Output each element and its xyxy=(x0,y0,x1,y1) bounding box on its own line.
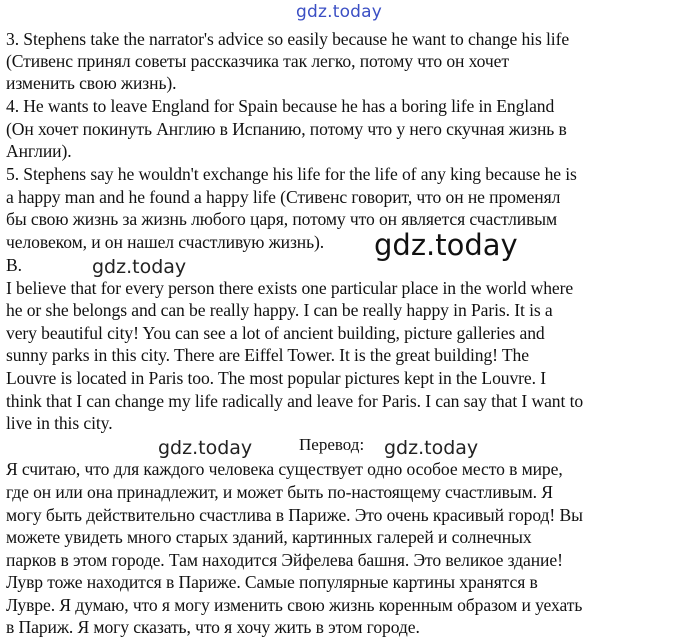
text-line-5: (Он хочет покинуть Англию в Испанию, потому что у него скучная жизнь в xyxy=(6,119,567,139)
text-line-6: Англии). xyxy=(6,141,72,161)
text-line-3: изменить свою жизнь). xyxy=(6,73,177,93)
section-label: B. xyxy=(6,255,22,275)
watermark-translation-right: gdz.today xyxy=(384,437,479,459)
text-line-15: Louvre is located in Paris too. The most popular pictures kept in the Louvre. I xyxy=(6,368,546,388)
text-line-25: в Париж. Я могу сказать, что я хочу жить в этом городе. xyxy=(6,617,420,637)
text-line-20: могу быть действительно счастлива в Париже. Это очень красивый город! Вы xyxy=(6,505,583,525)
text-line-8: a happy man and he found a happy life (Стивенс говорит, что он не променял xyxy=(6,187,561,207)
text-line-4: 4. He wants to leave England for Spain because he has a boring life in England xyxy=(6,96,555,116)
text-line-14: sunny parks in this city. There are Eiffel Tower. It is the great building! The xyxy=(6,345,529,365)
text-line-21: можете увидеть много старых зданий, картинных галерей и солнечных xyxy=(6,527,532,547)
text-line-23: Лувр тоже находится в Париже. Самые популярные картины хранятся в xyxy=(6,572,538,592)
text-line-1: 3. Stephens take the narrator's advice so easily because he want to change his life xyxy=(6,29,570,49)
text-line-17: live in this city. xyxy=(6,413,113,433)
watermark-translation-left: gdz.today xyxy=(158,437,253,459)
text-line-18: Я считаю, что для каждого человека существует одно особое место в мире, xyxy=(6,459,563,479)
text-line-19: где он или она принадлежит, и может быть по-настоящему счастливым. Я xyxy=(6,482,553,502)
watermark-top: gdz.today xyxy=(296,2,383,22)
translation-heading: Перевод: xyxy=(299,435,365,454)
text-line-16: think that I can change my life radically and leave for Paris. I can say that I want to xyxy=(6,391,584,411)
text-line-9: бы свою жизнь за жизнь любого царя, потому что он является счастливым xyxy=(6,209,558,229)
text-line-24: Лувре. Я думаю, что я могу изменить свою жизнь коренным образом и уехать xyxy=(6,595,583,615)
text-line-7: 5. Stephens say he wouldn't exchange his life for the life of any king because he is xyxy=(6,164,577,184)
watermark-large: gdz.today xyxy=(374,228,518,262)
watermark-section: gdz.today xyxy=(92,256,187,278)
text-line-13: very beautiful city! You can see a lot of ancient building, picture galleries and xyxy=(6,323,545,343)
text-line-12: he or she belongs and can be really happy. I can be really happy in Paris. It is a xyxy=(6,300,553,320)
text-line-10: человеком, и он нашел счастливую жизнь). xyxy=(6,232,325,252)
text-line-2: (Стивенс принял советы рассказчика так легко, потому что он хочет xyxy=(6,51,509,71)
text-line-11: I believe that for every person there exists one particular place in the world where xyxy=(6,278,574,298)
text-line-22: парков в этом городе. Там находится Эйфелева башня. Это великое здание! xyxy=(6,550,563,570)
